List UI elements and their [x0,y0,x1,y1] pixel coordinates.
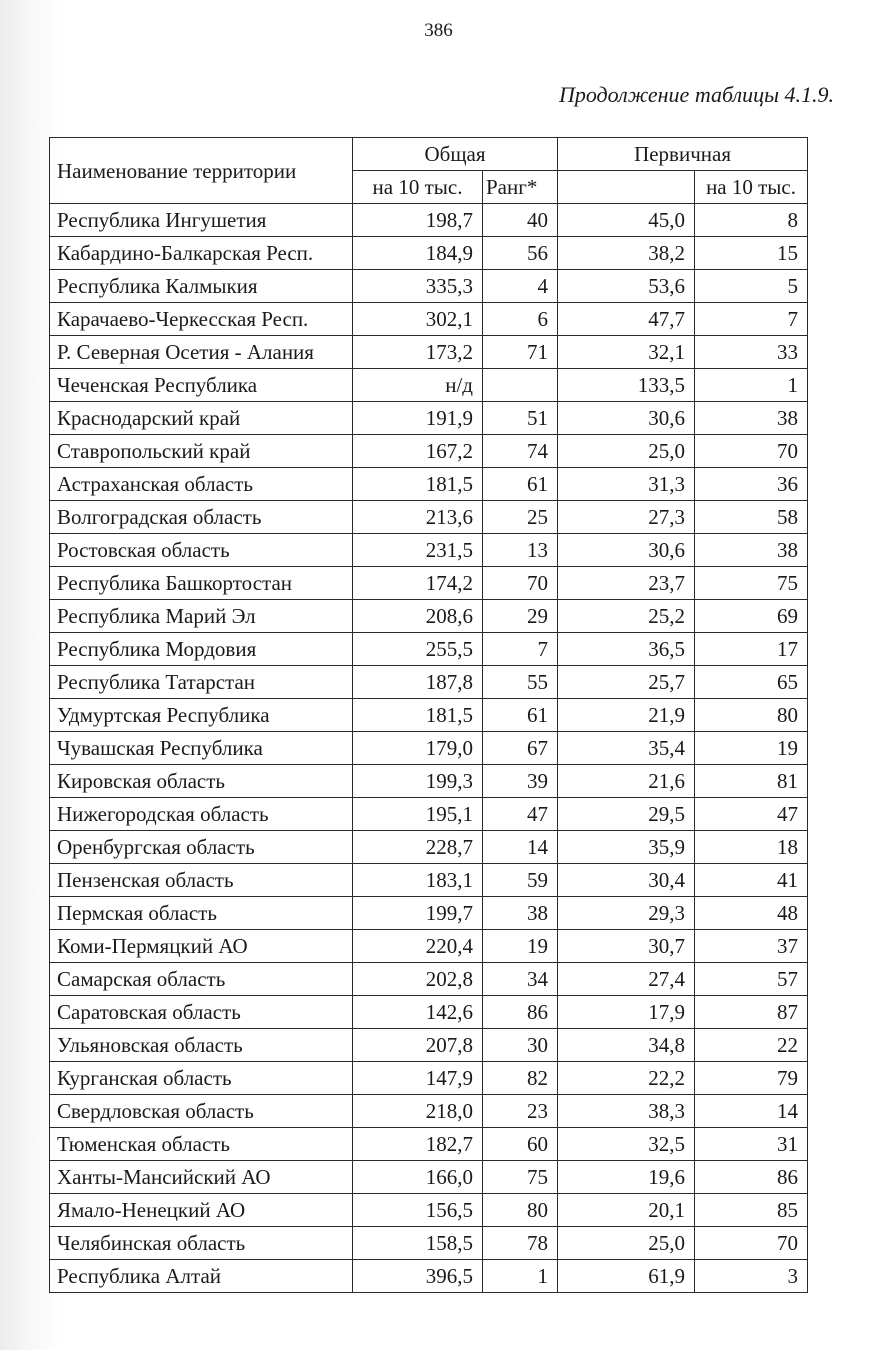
cell-territory-name: Самарская область [50,963,353,996]
cell-territory-name: Республика Алтай [50,1260,353,1293]
cell-primary-per10k: 7 [695,303,808,336]
cell-primary-per10k: 81 [695,765,808,798]
cell-total-rank: 25 [483,501,558,534]
cell-total-per10k: 396,5 [353,1260,483,1293]
cell-territory-name: Республика Калмыкия [50,270,353,303]
cell-territory-name: Волгоградская область [50,501,353,534]
cell-primary-per10k: 70 [695,1227,808,1260]
cell-total-rank: 67 [483,732,558,765]
cell-primary-value: 27,4 [558,963,695,996]
cell-primary-value: 53,6 [558,270,695,303]
table-row [50,237,808,270]
header-territory-name: Наименование территории [50,138,353,204]
cell-total-per10k: н/д [353,369,483,402]
cell-primary-value: 34,8 [558,1029,695,1062]
cell-total-rank: 38 [483,897,558,930]
cell-territory-name: Нижегородская область [50,798,353,831]
cell-primary-per10k: 48 [695,897,808,930]
cell-total-per10k: 156,5 [353,1194,483,1227]
cell-primary-value: 30,6 [558,534,695,567]
cell-total-per10k: 142,6 [353,996,483,1029]
cell-primary-per10k: 86 [695,1161,808,1194]
cell-total-rank: 51 [483,402,558,435]
cell-total-rank: 7 [483,633,558,666]
cell-primary-value: 31,3 [558,468,695,501]
cell-territory-name: Р. Северная Осетия - Алания [50,336,353,369]
cell-primary-per10k: 15 [695,237,808,270]
table-row [50,600,808,633]
cell-territory-name: Челябинская область [50,1227,353,1260]
table-row [50,798,808,831]
table-row [50,1062,808,1095]
table-row [50,1029,808,1062]
cell-total-rank: 13 [483,534,558,567]
cell-primary-per10k: 14 [695,1095,808,1128]
cell-total-per10k: 220,4 [353,930,483,963]
cell-primary-value: 47,7 [558,303,695,336]
cell-total-rank: 4 [483,270,558,303]
table-row [50,501,808,534]
cell-total-per10k: 167,2 [353,435,483,468]
table-row [50,1095,808,1128]
cell-total-rank: 1 [483,1260,558,1293]
cell-territory-name: Пензенская область [50,864,353,897]
cell-territory-name: Чувашская Республика [50,732,353,765]
cell-primary-value: 25,7 [558,666,695,699]
cell-total-per10k: 182,7 [353,1128,483,1161]
table-row [50,435,808,468]
cell-total-rank: 70 [483,567,558,600]
cell-total-rank: 6 [483,303,558,336]
cell-territory-name: Ямало-Ненецкий АО [50,1194,353,1227]
cell-primary-per10k: 65 [695,666,808,699]
cell-primary-value: 22,2 [558,1062,695,1095]
cell-territory-name: Республика Мордовия [50,633,353,666]
cell-total-rank: 39 [483,765,558,798]
cell-primary-value: 27,3 [558,501,695,534]
cell-primary-per10k: 19 [695,732,808,765]
cell-total-per10k: 181,5 [353,468,483,501]
table-row [50,897,808,930]
cell-total-rank: 55 [483,666,558,699]
cell-primary-per10k: 37 [695,930,808,963]
cell-territory-name: Коми-Пермяцкий АО [50,930,353,963]
cell-total-per10k: 199,3 [353,765,483,798]
table-row [50,633,808,666]
cell-primary-value: 32,1 [558,336,695,369]
cell-primary-value: 21,9 [558,699,695,732]
cell-territory-name: Чеченская Республика [50,369,353,402]
table-row [50,567,808,600]
cell-primary-per10k: 80 [695,699,808,732]
cell-total-rank: 23 [483,1095,558,1128]
table-row [50,732,808,765]
cell-total-rank: 40 [483,204,558,237]
cell-territory-name: Оренбургская область [50,831,353,864]
cell-territory-name: Удмуртская Республика [50,699,353,732]
table-row [50,963,808,996]
cell-total-rank: 19 [483,930,558,963]
cell-primary-value: 61,9 [558,1260,695,1293]
cell-primary-per10k: 41 [695,864,808,897]
table-row [50,336,808,369]
cell-total-rank: 60 [483,1128,558,1161]
cell-territory-name: Ставропольский край [50,435,353,468]
cell-total-per10k: 179,0 [353,732,483,765]
table-row [50,534,808,567]
cell-primary-value: 45,0 [558,204,695,237]
cell-total-per10k: 202,8 [353,963,483,996]
table-row [50,1128,808,1161]
cell-total-per10k: 181,5 [353,699,483,732]
cell-primary-value: 21,6 [558,765,695,798]
cell-territory-name: Краснодарский край [50,402,353,435]
cell-primary-per10k: 75 [695,567,808,600]
cell-territory-name: Свердловская область [50,1095,353,1128]
table-row [50,204,808,237]
cell-total-rank: 61 [483,699,558,732]
cell-total-rank: 86 [483,996,558,1029]
cell-total-per10k: 187,8 [353,666,483,699]
cell-total-rank: 82 [483,1062,558,1095]
cell-primary-value: 30,4 [558,864,695,897]
table-row [50,864,808,897]
cell-total-per10k: 302,1 [353,303,483,336]
cell-primary-per10k: 47 [695,798,808,831]
table-row [50,1227,808,1260]
table-row [50,666,808,699]
cell-total-per10k: 231,5 [353,534,483,567]
cell-primary-value: 20,1 [558,1194,695,1227]
cell-primary-per10k: 57 [695,963,808,996]
cell-primary-value: 19,6 [558,1161,695,1194]
cell-total-rank: 30 [483,1029,558,1062]
header-total-per10k: на 10 тыс. [353,171,483,204]
cell-primary-value: 32,5 [558,1128,695,1161]
cell-total-per10k: 208,6 [353,600,483,633]
cell-primary-per10k: 36 [695,468,808,501]
cell-primary-value: 30,6 [558,402,695,435]
header-primary-blank [558,171,695,204]
header-primary-per10k: на 10 тыс. [695,171,808,204]
cell-primary-per10k: 87 [695,996,808,1029]
table-row [50,831,808,864]
cell-total-per10k: 195,1 [353,798,483,831]
cell-primary-per10k: 18 [695,831,808,864]
table-row [50,468,808,501]
cell-primary-per10k: 22 [695,1029,808,1062]
cell-total-per10k: 183,1 [353,864,483,897]
cell-territory-name: Ростовская область [50,534,353,567]
table-row [50,996,808,1029]
cell-primary-per10k: 38 [695,402,808,435]
cell-total-rank: 29 [483,600,558,633]
cell-territory-name: Кировская область [50,765,353,798]
table-header [50,138,808,204]
cell-primary-per10k: 70 [695,435,808,468]
cell-total-per10k: 184,9 [353,237,483,270]
data-table [49,137,808,1293]
cell-primary-per10k: 31 [695,1128,808,1161]
header-group-total: Общая [353,138,558,171]
cell-primary-per10k: 17 [695,633,808,666]
cell-territory-name: Ханты-Мансийский АО [50,1161,353,1194]
table-row [50,1260,808,1293]
cell-total-rank: 71 [483,336,558,369]
cell-territory-name: Ульяновская область [50,1029,353,1062]
cell-territory-name: Кабардино-Балкарская Респ. [50,237,353,270]
cell-territory-name: Саратовская область [50,996,353,1029]
cell-total-rank: 80 [483,1194,558,1227]
cell-total-rank [483,369,558,402]
table-row [50,402,808,435]
cell-territory-name: Астраханская область [50,468,353,501]
header-group-primary: Первичная [558,138,808,171]
cell-primary-per10k: 58 [695,501,808,534]
cell-primary-per10k: 8 [695,204,808,237]
cell-primary-per10k: 5 [695,270,808,303]
cell-territory-name: Республика Марий Эл [50,600,353,633]
table-row [50,930,808,963]
cell-primary-per10k: 79 [695,1062,808,1095]
cell-primary-value: 35,9 [558,831,695,864]
cell-primary-value: 29,3 [558,897,695,930]
cell-total-per10k: 218,0 [353,1095,483,1128]
table-row [50,270,808,303]
cell-primary-value: 38,3 [558,1095,695,1128]
cell-primary-value: 35,4 [558,732,695,765]
cell-territory-name: Тюменская область [50,1128,353,1161]
cell-total-per10k: 207,8 [353,1029,483,1062]
cell-territory-name: Республика Башкортостан [50,567,353,600]
cell-primary-value: 36,5 [558,633,695,666]
cell-total-per10k: 228,7 [353,831,483,864]
cell-primary-value: 23,7 [558,567,695,600]
cell-primary-value: 29,5 [558,798,695,831]
cell-total-rank: 14 [483,831,558,864]
cell-total-per10k: 191,9 [353,402,483,435]
cell-total-rank: 34 [483,963,558,996]
cell-primary-value: 17,9 [558,996,695,1029]
table-row [50,303,808,336]
table-row [50,699,808,732]
header-total-rank: Ранг* [483,171,558,204]
cell-primary-value: 25,2 [558,600,695,633]
cell-total-rank: 59 [483,864,558,897]
cell-total-rank: 78 [483,1227,558,1260]
cell-primary-value: 25,0 [558,435,695,468]
table-row [50,369,808,402]
cell-total-per10k: 174,2 [353,567,483,600]
table-row [50,1161,808,1194]
cell-primary-value: 38,2 [558,237,695,270]
cell-total-rank: 75 [483,1161,558,1194]
cell-primary-value: 30,7 [558,930,695,963]
cell-primary-per10k: 33 [695,336,808,369]
cell-total-rank: 74 [483,435,558,468]
cell-primary-value: 25,0 [558,1227,695,1260]
cell-primary-value: 133,5 [558,369,695,402]
cell-primary-per10k: 3 [695,1260,808,1293]
table-body [50,204,808,1293]
cell-total-per10k: 335,3 [353,270,483,303]
cell-primary-per10k: 1 [695,369,808,402]
cell-total-per10k: 199,7 [353,897,483,930]
cell-total-per10k: 158,5 [353,1227,483,1260]
table-row [50,1194,808,1227]
cell-territory-name: Курганская область [50,1062,353,1095]
cell-total-per10k: 198,7 [353,204,483,237]
cell-territory-name: Карачаево-Черкесская Респ. [50,303,353,336]
header-row-groups [50,138,808,171]
cell-territory-name: Пермская область [50,897,353,930]
page-number: 386 [424,20,453,41]
table-caption: Продолжение таблицы 4.1.9. [558,82,834,107]
cell-total-per10k: 147,9 [353,1062,483,1095]
cell-primary-per10k: 69 [695,600,808,633]
cell-total-per10k: 173,2 [353,336,483,369]
cell-total-rank: 61 [483,468,558,501]
cell-total-rank: 56 [483,237,558,270]
cell-primary-per10k: 38 [695,534,808,567]
table-row [50,765,808,798]
cell-total-per10k: 213,6 [353,501,483,534]
cell-primary-per10k: 85 [695,1194,808,1227]
cell-total-per10k: 166,0 [353,1161,483,1194]
cell-territory-name: Республика Ингушетия [50,204,353,237]
cell-total-rank: 47 [483,798,558,831]
cell-total-per10k: 255,5 [353,633,483,666]
cell-territory-name: Республика Татарстан [50,666,353,699]
